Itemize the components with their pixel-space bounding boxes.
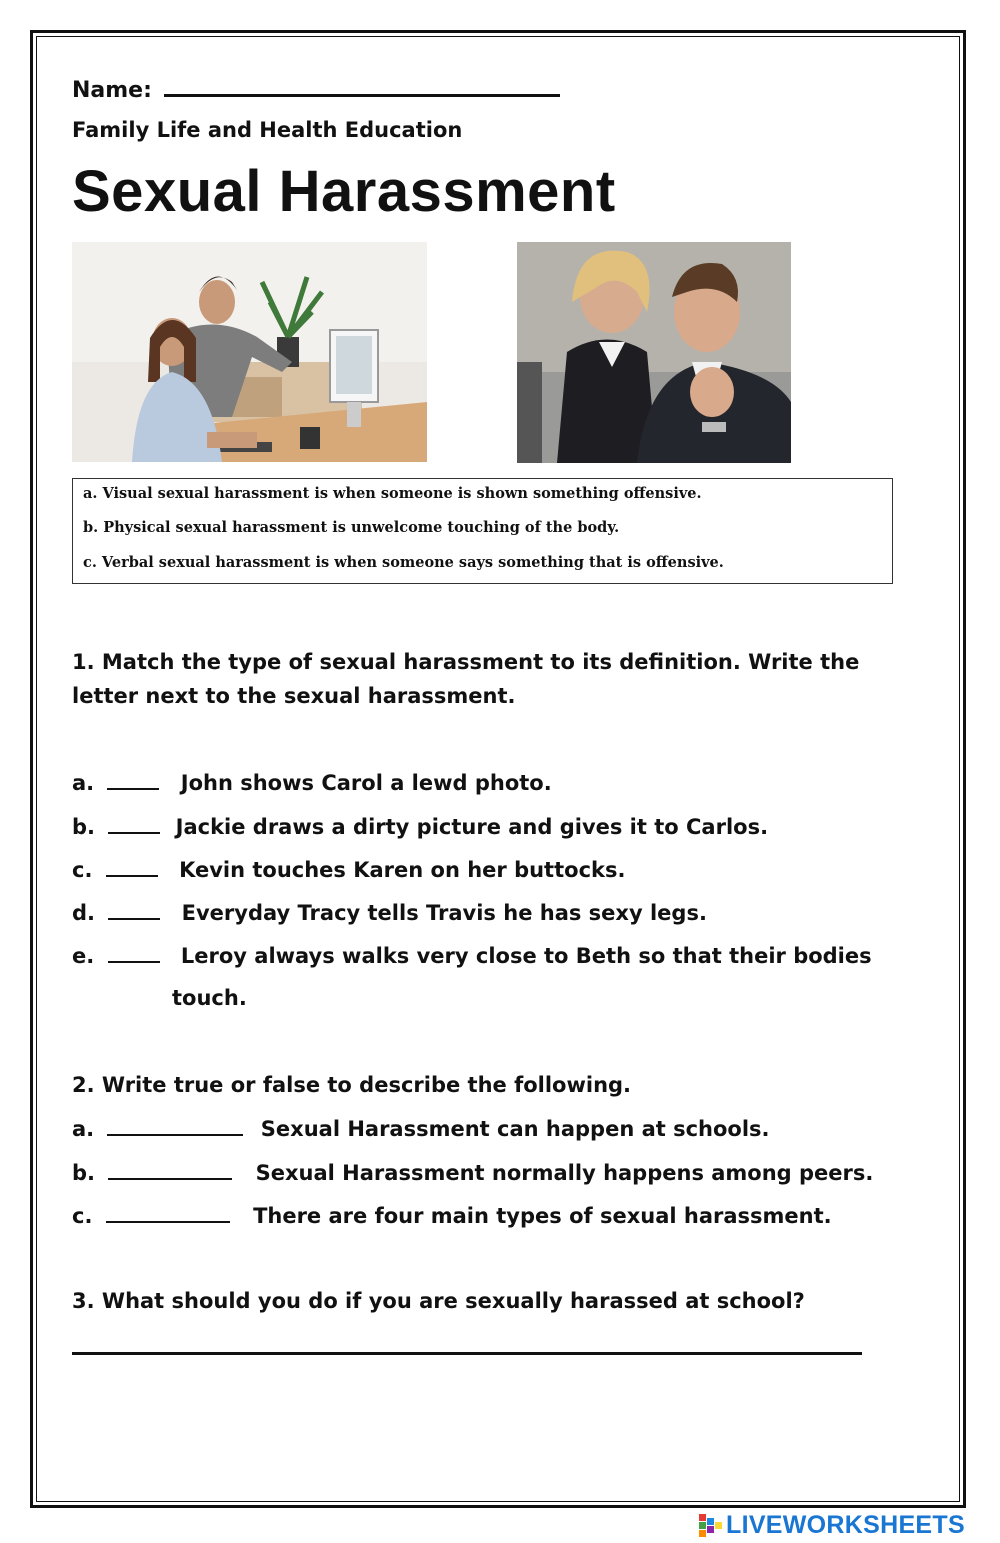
answer-blank[interactable] bbox=[108, 814, 160, 834]
item-letter: a. bbox=[72, 771, 95, 795]
item-text: Sexual Harassment normally happens among peers. bbox=[255, 1161, 874, 1185]
item-text: Jackie draws a dirty picture and gives it to Carlos. bbox=[175, 815, 769, 839]
answer-blank[interactable] bbox=[106, 1203, 230, 1223]
item-letter: b. bbox=[72, 815, 96, 839]
q2-item-b bbox=[72, 1160, 873, 1185]
item-letter: d. bbox=[72, 901, 96, 925]
item-text: Sexual Harassment can happen at schools. bbox=[260, 1117, 770, 1141]
definition-item: c. Verbal sexual harassment is when someone says something that is offensive. bbox=[83, 554, 724, 571]
item-text: John shows Carol a lewd photo. bbox=[180, 771, 552, 795]
question1-prompt-line2: letter next to the sexual harassment. bbox=[72, 684, 516, 708]
definition-item: a. Visual sexual harassment is when someone is shown something offensive. bbox=[83, 485, 702, 502]
q1-item-a bbox=[72, 770, 552, 795]
q1-item-d bbox=[72, 900, 707, 925]
liveworksheets-logo-icon bbox=[698, 1512, 724, 1538]
photo-office-scene-2 bbox=[517, 242, 791, 463]
name-row bbox=[72, 74, 560, 103]
answer-blank[interactable] bbox=[108, 900, 160, 920]
answer-blank[interactable] bbox=[108, 943, 160, 963]
item-letter: e. bbox=[72, 944, 95, 968]
question3-prompt: 3. What should you do if you are sexually harassed at school? bbox=[72, 1289, 805, 1313]
answer-blank[interactable] bbox=[107, 770, 159, 790]
q1-item-e-continuation: touch. bbox=[172, 986, 247, 1010]
name-label: Name: bbox=[72, 78, 152, 103]
item-text: Kevin touches Karen on her buttocks. bbox=[179, 858, 626, 882]
q1-item-c bbox=[72, 857, 625, 882]
item-letter: a. bbox=[72, 1117, 95, 1141]
question1-prompt-line1: 1. Match the type of sexual harassment to its definition. Write the bbox=[72, 650, 860, 674]
footer-brand-text: LIVEWORKSHEETS bbox=[726, 1511, 965, 1539]
definition-item: b. Physical sexual harassment is unwelcome touching of the body. bbox=[83, 519, 620, 536]
item-letter: c. bbox=[72, 858, 93, 882]
answer-blank[interactable] bbox=[107, 1116, 243, 1136]
q3-answer-line[interactable] bbox=[72, 1352, 862, 1355]
item-text: There are four main types of sexual harassment. bbox=[253, 1204, 832, 1228]
question2-prompt: 2. Write true or false to describe the following. bbox=[72, 1073, 632, 1097]
q1-item-e bbox=[72, 943, 872, 968]
item-letter: b. bbox=[72, 1161, 96, 1185]
subject-heading: Family Life and Health Education bbox=[72, 118, 463, 142]
name-input-line[interactable] bbox=[164, 74, 560, 97]
answer-blank[interactable] bbox=[108, 1160, 232, 1180]
definitions-box bbox=[72, 478, 893, 584]
answer-blank[interactable] bbox=[106, 857, 158, 877]
q1-item-b bbox=[72, 814, 768, 839]
photo-office-scene-1 bbox=[72, 242, 427, 462]
item-text: Everyday Tracy tells Travis he has sexy legs. bbox=[181, 901, 707, 925]
q2-item-c bbox=[72, 1203, 832, 1228]
q2-item-a bbox=[72, 1116, 770, 1141]
item-letter: c. bbox=[72, 1204, 93, 1228]
item-text: Leroy always walks very close to Beth so that their bodies bbox=[180, 944, 872, 968]
page-title: Sexual Harassment bbox=[72, 159, 616, 224]
